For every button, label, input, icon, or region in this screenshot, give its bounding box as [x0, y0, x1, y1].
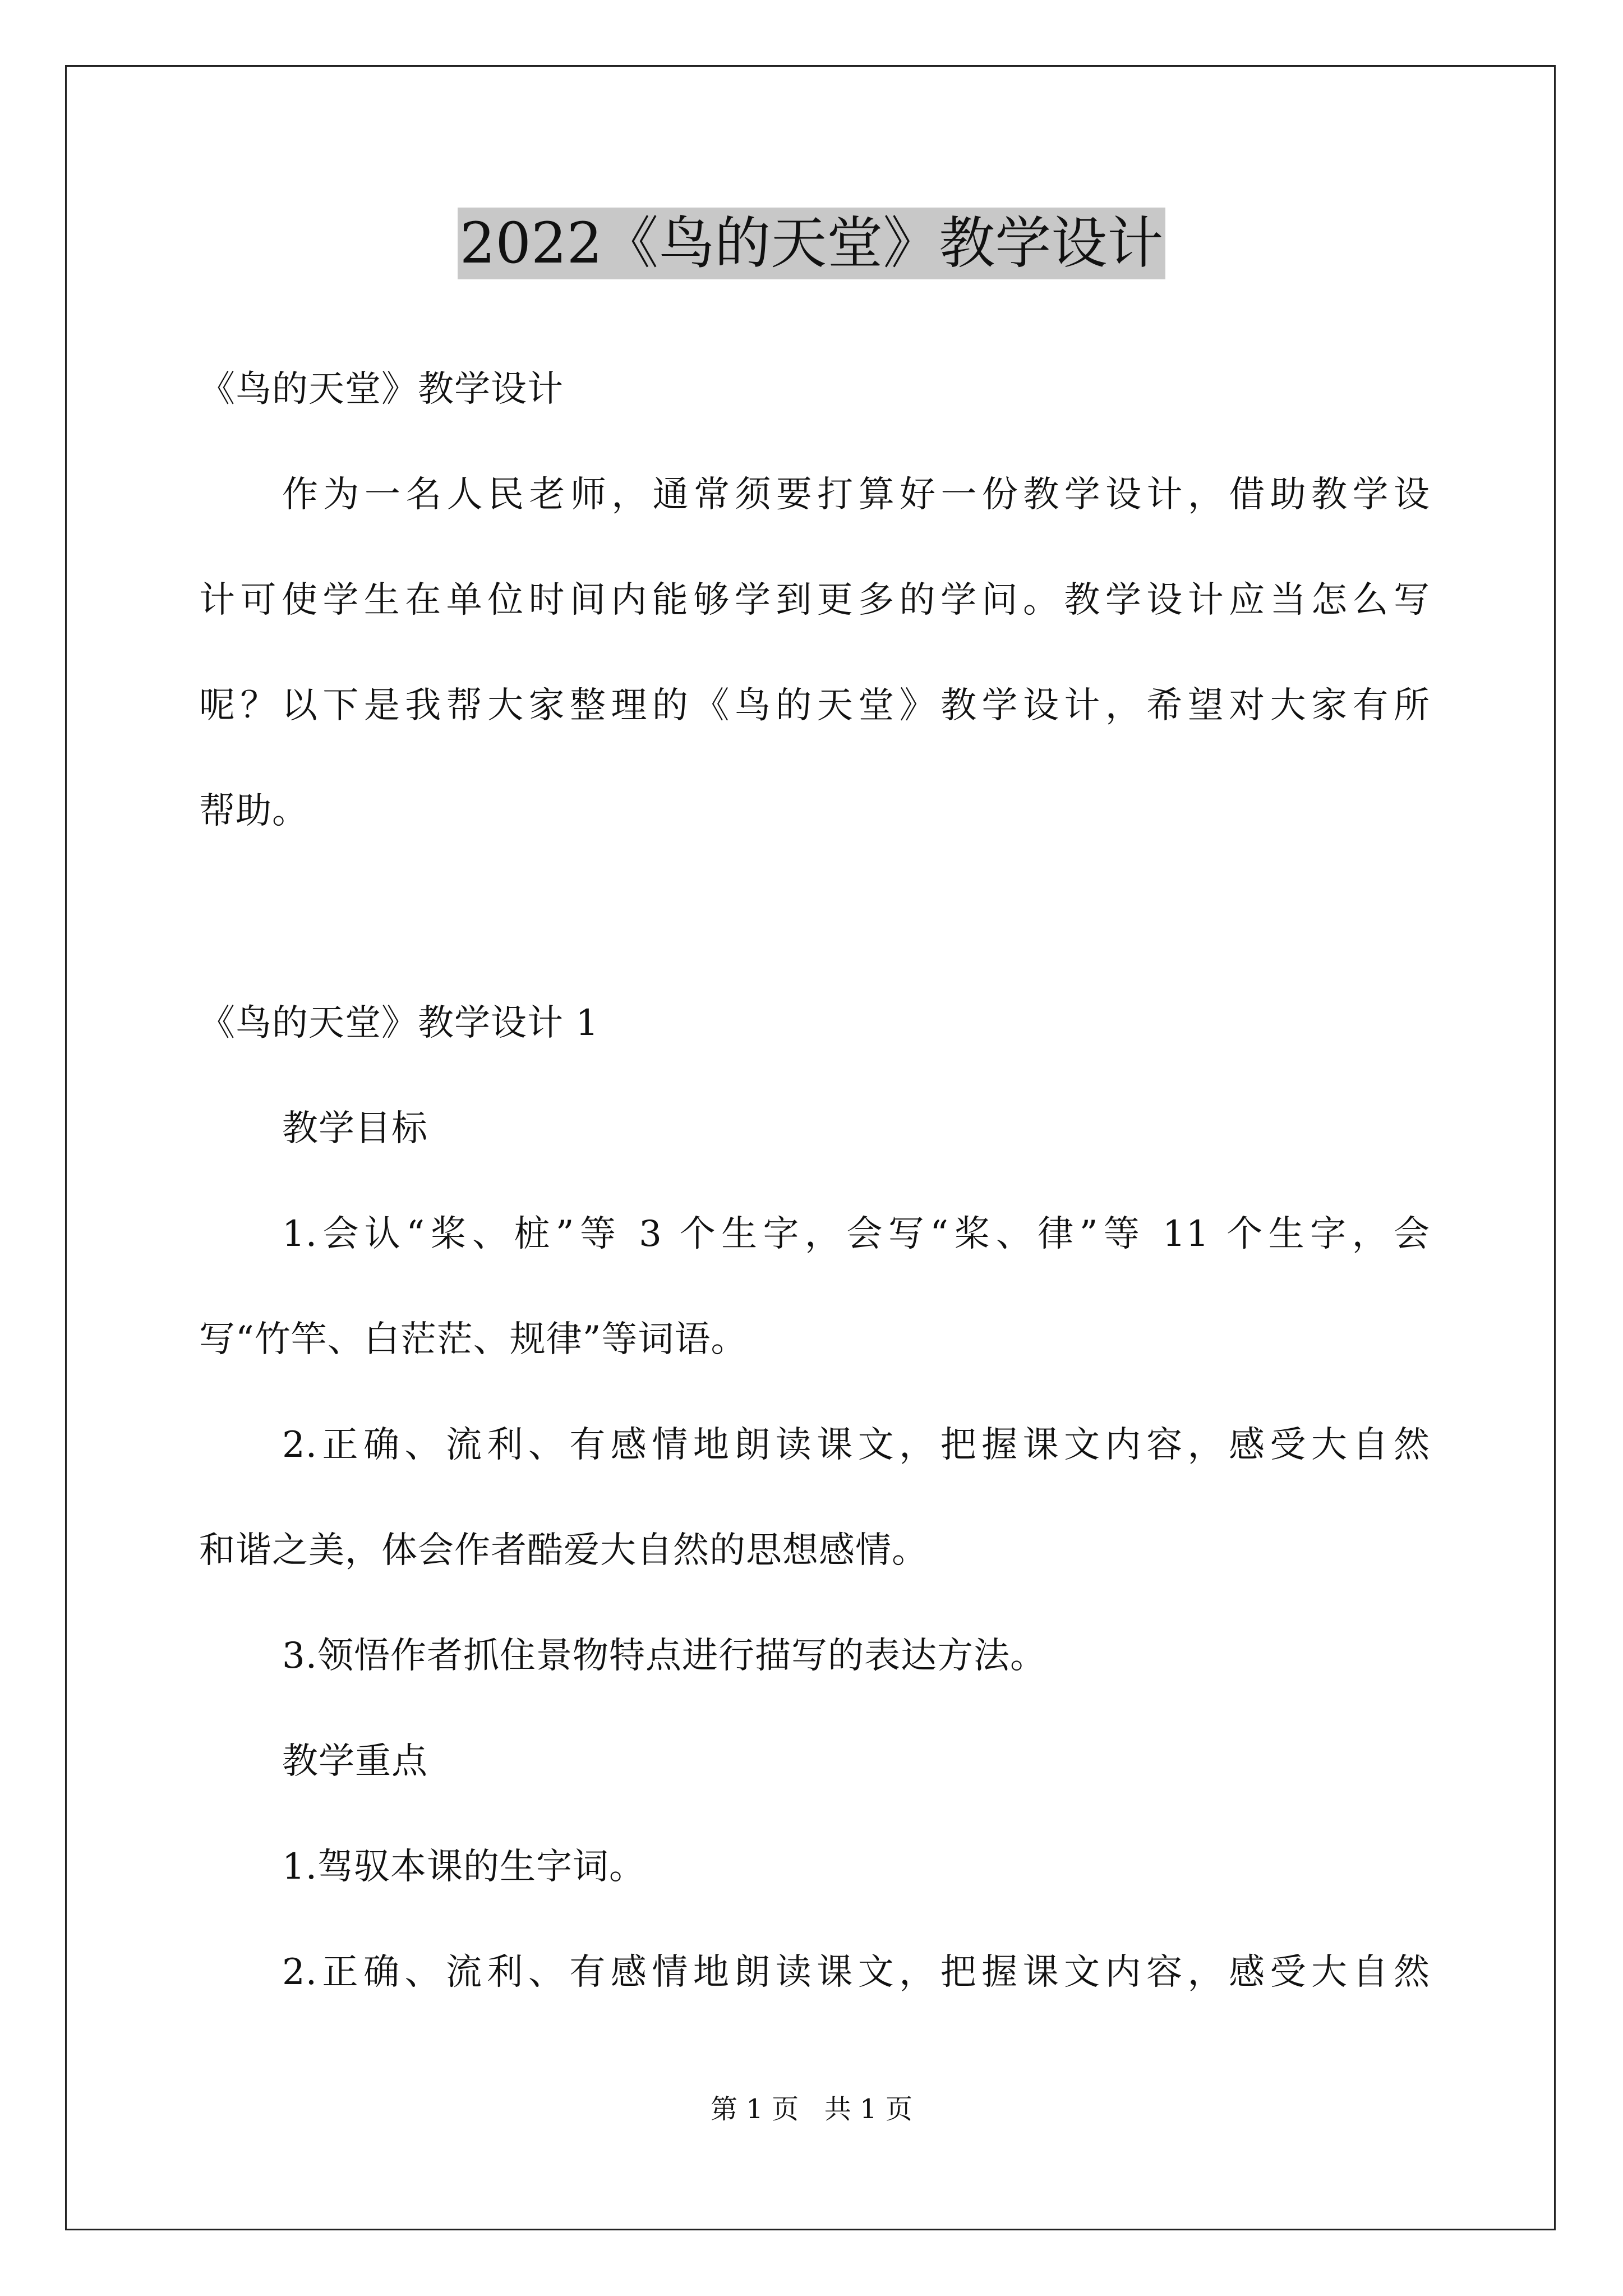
- section-heading: 《鸟的天堂》教学设计 1: [199, 1002, 600, 1044]
- intro-line-2: 计可使学生在单位时间内能够学到更多的学问。教学设计应当怎么写: [199, 579, 1430, 621]
- section-spacer: [199, 864, 1430, 970]
- intro-line-1: 作为一名人民老师，通常须要打算好一份教学设计，借助教学设: [282, 474, 1430, 516]
- goal1-line-1: 1.会认“桨、桩”等 3 个生字，会写“桨、律”等 11 个生字，会: [282, 1213, 1430, 1255]
- subtitle: 《鸟的天堂》教学设计: [199, 369, 564, 410]
- page-footer: [0, 2092, 1623, 2126]
- document-body: [199, 337, 1430, 2025]
- goal2-line-2: 和谐之美，体会作者酷爱大自然的思想感情。: [199, 1530, 928, 1571]
- title-container: [0, 208, 1623, 279]
- intro-line-4: 帮助。: [199, 790, 308, 832]
- goals-heading: 教学目标: [282, 1108, 428, 1149]
- page-title: 2022《鸟的天堂》教学设计: [458, 208, 1166, 279]
- goal2-line-1: 2.正确、流利、有感情地朗读课文，把握课文内容，感受大自然: [282, 1424, 1430, 1466]
- page-total: 共 1 页: [824, 2093, 912, 2125]
- goal1-line-2: 写“竹竿、白茫茫、规律”等词语。: [199, 1319, 748, 1360]
- intro-line-3: 呢？以下是我帮大家整理的《鸟的天堂》教学设计，希望对大家有所: [199, 685, 1430, 726]
- page-number: 第 1 页: [711, 2093, 799, 2125]
- focus1: 1.驾驭本课的生字词。: [282, 1846, 646, 1888]
- goal3: 3.领悟作者抓住景物特点进行描写的表达方法。: [282, 1635, 1047, 1677]
- focus-heading: 教学重点: [282, 1741, 428, 1782]
- focus2: 2.正确、流利、有感情地朗读课文，把握课文内容，感受大自然: [282, 1952, 1430, 1993]
